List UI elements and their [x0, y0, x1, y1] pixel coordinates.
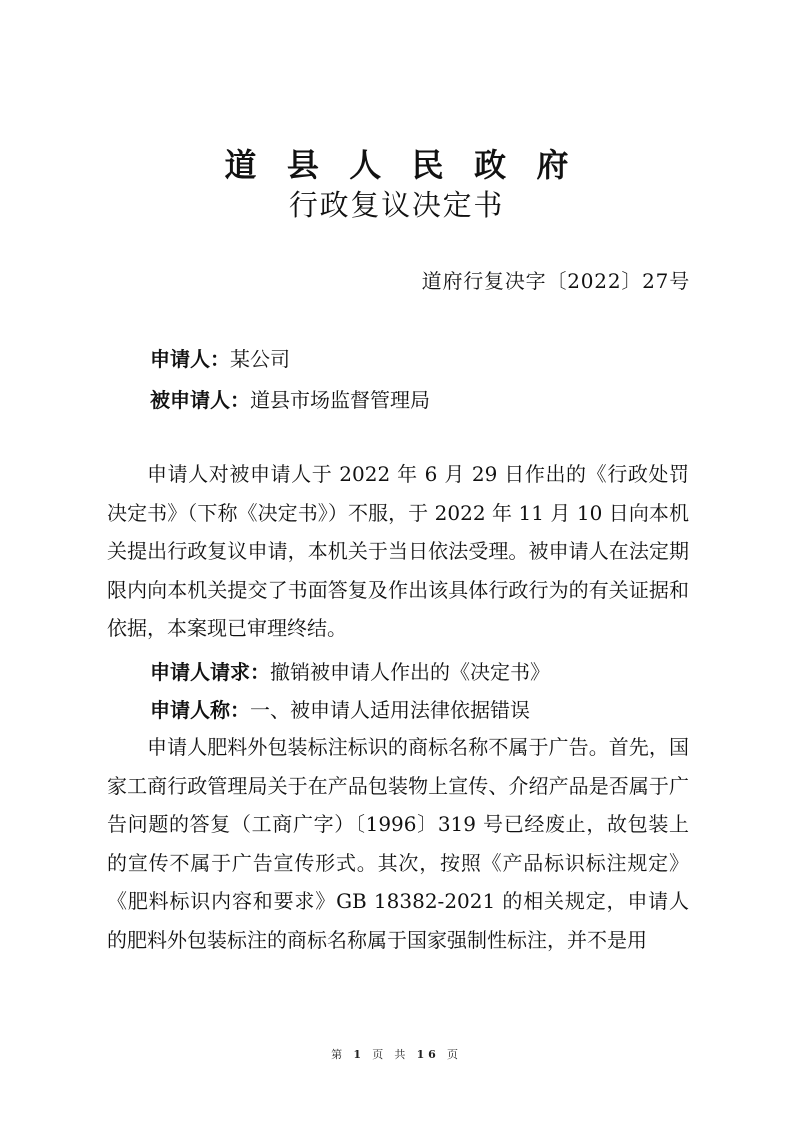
document-number: 道府行复决字〔2022〕27号	[421, 269, 690, 293]
respondent-label: 被申请人：	[150, 388, 250, 412]
request-label: 申请人请求：	[150, 660, 270, 684]
footer-suffix: 页	[447, 1048, 462, 1061]
footer-prefix: 第	[331, 1048, 346, 1061]
applicant-line	[150, 343, 290, 372]
intro-paragraph: 申请人对被申请人于 2022 年 6 月 29 日作出的《行政处罚决定书》（下称《决定书》）不服，于 2022 年 11 月 10 日向本机关提出行政复议申请，本机关于当日依法受理。被申请人在法定期限内向本机关提交了书面答复及作出该具体行政行为的有关证据和依据，本案现已审理终结。	[107, 462, 689, 640]
claim-line	[150, 694, 530, 723]
request-value: 撤销被申请人作出的《决定书》	[270, 660, 550, 684]
page-footer	[0, 1046, 793, 1062]
footer-total-pages: 16	[416, 1048, 440, 1061]
claim-value: 一、被申请人适用法律依据错误	[250, 698, 530, 722]
claim-label: 申请人称：	[150, 698, 250, 722]
claim-body-paragraph: 申请人肥料外包装标注标识的商标名称不属于广告。首先，国家工商行政管理局关于在产品包装物上宣传、介绍产品是否属于广告问题的答复（工商广字）〔1996〕319 号已经废止，故包装上的宣传不属于广告宣传形式。其次，按照《产品标识标注规定》《肥料标识内容和要求》GB 18382-2021 的相关规定，申请人的肥料外包装标注的商标名称属于国家强制性标注，并不是用	[107, 735, 689, 952]
respondent-line	[150, 384, 430, 413]
document-type-title: 行政复议决定书	[288, 188, 505, 222]
issuing-authority-title: 道县人民政府	[224, 146, 599, 184]
applicant-value: 某公司	[230, 347, 290, 371]
respondent-value: 道县市场监督管理局	[250, 388, 430, 412]
footer-middle: 页 共	[372, 1048, 410, 1061]
applicant-label: 申请人：	[150, 347, 230, 371]
request-line	[150, 656, 550, 685]
footer-page-number: 1	[353, 1048, 365, 1061]
